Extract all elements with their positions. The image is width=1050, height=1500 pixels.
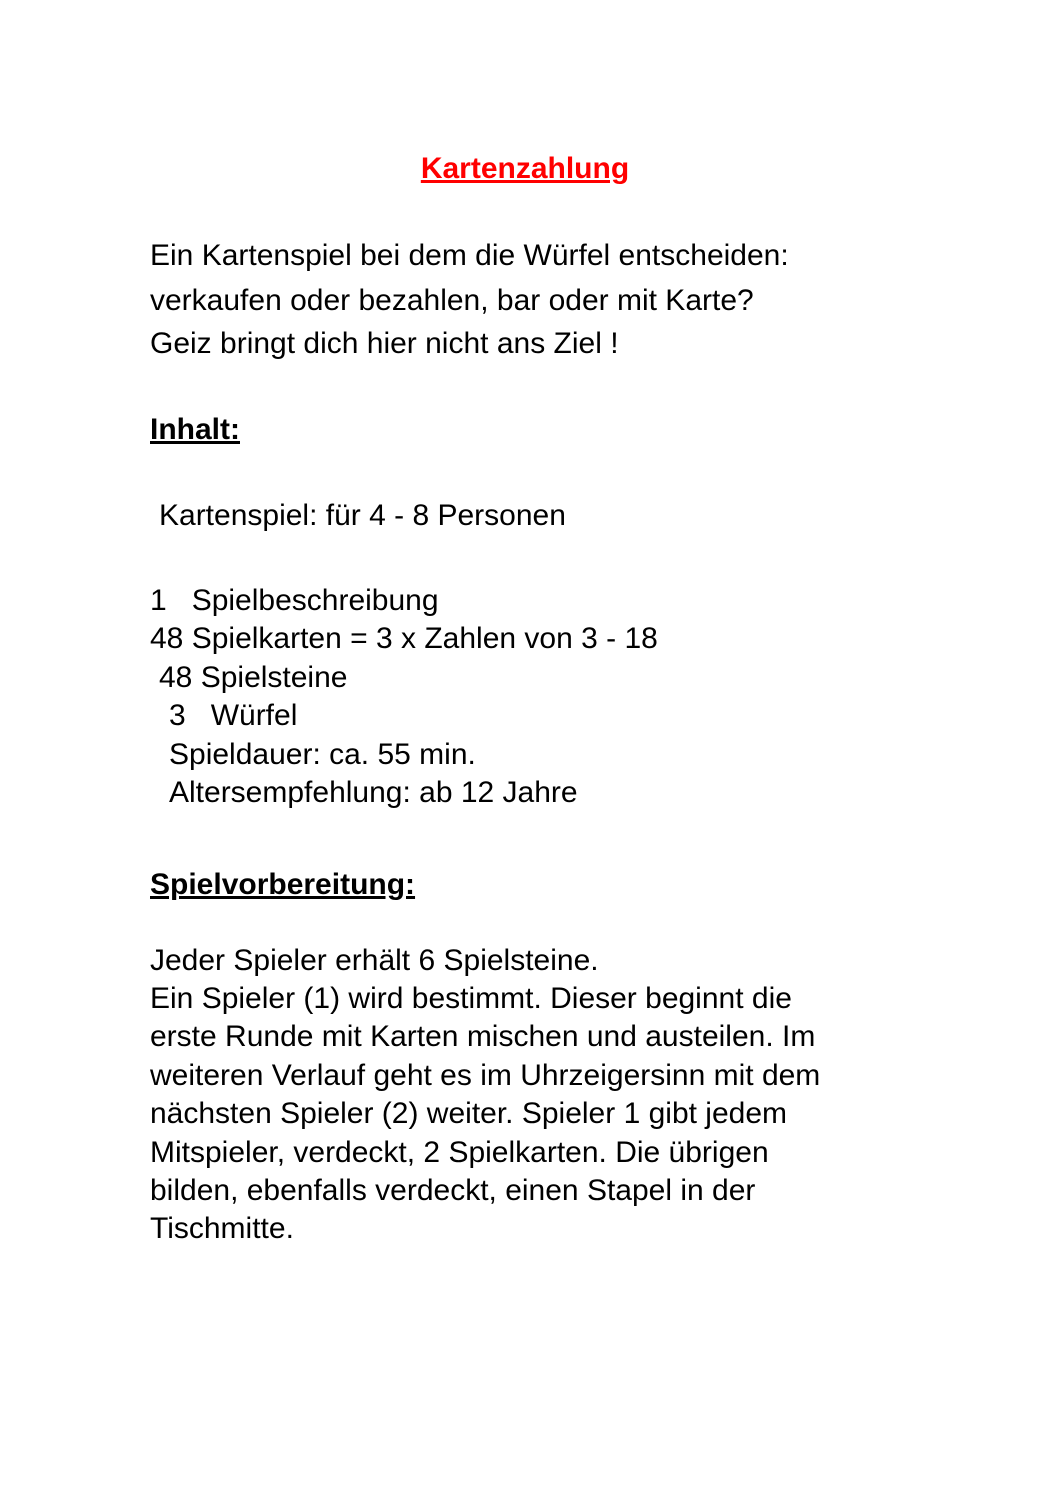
inhalt-item: Spieldauer: ca. 55 min. — [169, 738, 476, 771]
vorbereitung-heading: Spielvorbereitung: — [150, 868, 416, 901]
vorbereitung-line: Ein Spieler (1) wird bestimmt. Dieser beginnt die — [150, 982, 792, 1015]
inhalt-item: 48 Spielkarten = 3 x Zahlen von 3 - 18 — [150, 622, 658, 655]
intro-line: Geiz bringt dich hier nicht ans Ziel ! — [150, 327, 619, 360]
vorbereitung-line: Tischmitte. — [150, 1212, 294, 1245]
inhalt-item: 1 Spielbeschreibung — [150, 584, 439, 617]
vorbereitung-line: Mitspieler, verdeckt, 2 Spielkarten. Die übrigen — [150, 1136, 769, 1169]
vorbereitung-line: bilden, ebenfalls verdeckt, einen Stapel in der — [150, 1174, 756, 1207]
document-title: Kartenzahlung — [420, 152, 630, 185]
inhalt-subtitle: Kartenspiel: für 4 - 8 Personen — [159, 499, 566, 532]
inhalt-item: Altersempfehlung: ab 12 Jahre — [169, 776, 578, 809]
vorbereitung-line: nächsten Spieler (2) weiter. Spieler 1 gibt jedem — [150, 1097, 788, 1130]
intro-line: verkaufen oder bezahlen, bar oder mit Karte? — [150, 284, 754, 317]
vorbereitung-line: Jeder Spieler erhält 6 Spielsteine. — [150, 944, 599, 977]
vorbereitung-line: weiteren Verlauf geht es im Uhrzeigersinn mit dem — [150, 1059, 821, 1092]
inhalt-heading: Inhalt: — [150, 413, 240, 446]
inhalt-item: 48 Spielsteine — [159, 661, 348, 694]
vorbereitung-line: erste Runde mit Karten mischen und austeilen. Im — [150, 1020, 816, 1053]
intro-line: Ein Kartenspiel bei dem die Würfel entscheiden: — [150, 239, 789, 272]
inhalt-item: 3 Würfel — [169, 699, 298, 732]
